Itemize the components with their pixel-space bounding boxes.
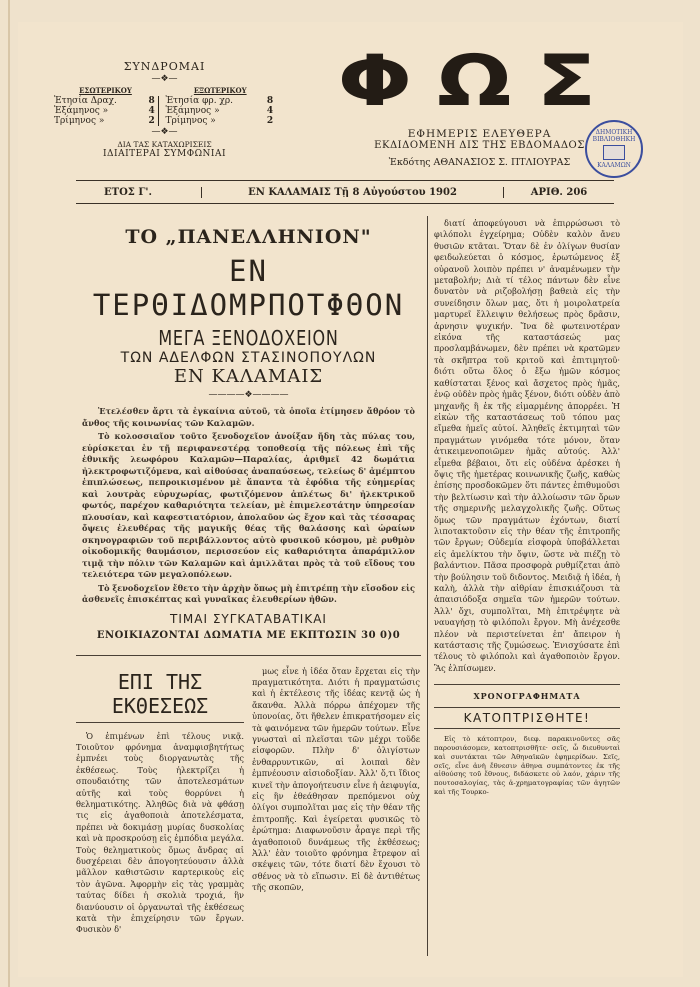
tagline-frequency: ΕΚΔΙΔΟΜΕΝΗ ΔΙΣ ΤΗΣ ΕΒΔΟΜΑΔΟΣ — [374, 140, 585, 151]
year: ΕΤΟΣ Γ'. — [104, 186, 152, 198]
rate-value: 4 — [266, 106, 274, 116]
newspaper-title — [297, 40, 662, 122]
ads-note: ΔΙΑ ΤΑΣ ΚΑΤΑΧΩΡΙΣΕΙΣ — [117, 140, 212, 149]
library-stamp — [585, 120, 643, 178]
subscriptions-title: ΣΥΝΔΡΟΜΑΙ — [123, 60, 206, 73]
advert-paragraph: Ἐτελέσθεν ἄρτι τὰ ἐγκαίνια αὐτοῦ, τὰ ὁποῖα ἐτίμησεν ἄθρόον τὸ ἄνθος τῆς κοινωνίας τῶν Καλαμῶν. — [82, 406, 415, 428]
subscription-table — [52, 86, 277, 126]
divider — [76, 655, 421, 656]
rate-label: Ἐτησία Δραχ. — [54, 96, 117, 106]
article-text: μως εἶνε ἡ ἰδέα ὅταν ἔρχεται εἰς τὴν πραγματικότητα. Διότι ἡ πραγματώσις καὶ ἡ ἐκτέλεσις τῆς ἰδέας κεντᾷ ὡς ἡ ἄκανθα. Ἀλλὰ πόρρω ἀπέχομεν τῆς ὑπονοίας, ὅτι ἤθελεν ἐπικρατήσομεν εἰς τὰ φαινόμενα τῶν ἡμερῶν τούτων. Εἶνε γνωσταὶ αἱ πλεῖσται τῶν μέχρι τοῦδε εἰσφορῶν. Πλὴν δ' ὀλιγίστων ἐνθαρρυντικῶν, αἱ λοιπαὶ δὲν ἐμπνέουσιν αἰσιοδοξίαν. Ἀλλ' ὅ,τι ἴδιος κινεῖ τὴν ἀπογοήτευσιν εἶνε ἡ ἀειφυγία, εἰς ἣν ἐθεάθησαν πρεπόμενοι οὐχ ὀλίγοι συμπολῖται μας εἰς τὴν θέαν τῆς ἐπιτροπῆς. Καὶ ἐγείρεται φυσικῶς τὸ ἐρώτημα: Διαφωνοῦσιν ἆραγε περὶ τῆς ἀγαθοποιοῦ δυνάμεως τῆς ἐκθέσεως; Ἀλλ' ἐὰν τοιοῦτο φρόνημα ἔτρεφον αἱ σκέψεις τῶν, τότε διατί δὲν ἔχουσι τὸ σθένος νὰ τὸ εἴπωσιν. Εἰ δὲ ἀντιθέτως τῆς σκοπῶν, — [252, 665, 420, 893]
advert-paragraph: Τὸ ξενοδοχεῖον ἔθετο τὴν ἀρχὴν ὅπως μὴ ἐπιτρέπῃ τὴν εἴσοδον εἰς ἀσθενεῖς ἐπισκέπτας καὶ γυναῖκας ἐλευθερίων ἠθῶν. — [82, 582, 415, 604]
rate-value: 2 — [148, 116, 155, 126]
stamp-text-top: ΔΗΜΟΤΙΚΗ ΒΙΒΛΙΟΘΗΚΗ — [592, 129, 636, 143]
column-rule — [427, 216, 428, 956]
hotel-city: ΕΝ ΚΑΛΑΜΑΙΣ — [173, 366, 324, 387]
hotel-owners: ΤΩΝ ΑΔΕΛΦΩΝ ΣΤΑΣΙΝΟΠΟΥΛΩΝ — [120, 350, 377, 366]
rate-label: Ἑξάμηνος » — [54, 106, 109, 116]
ads-note-terms: ΙΔΙΑΙΤΕΡΑΙ ΣΥΜΦΩΝΙΑΙ — [102, 149, 227, 159]
sidebar-text: Εἰς τὸ κάτοπτρον, διεφ. παρακινοῦντες σᾶς παρουσιάσομεν, κατοπτρισθῆτε· σεῖς, ὦ διευθυνταὶ καὶ συντάκται τῶν Ἀθηναϊκῶν ἐφημερίδων. Σεῖς, σεῖς, εἶνε ἀνὴ ἔθνεσιν ἀθηνα συμπάτοντες ἐκ τῆς αἰθούσης τοῦ ἔθνους, διδάσκετε οὐ λαόν, χάριν τῆς πουτοσαλογίας, τὰς ἀ-χρηματογραφίας τῶν ἀγητῶν καὶ τῆς Τουρκο- — [434, 735, 620, 797]
section-label: ΧΡΟΝΟΓΡΑΦΗΜΑΤΑ — [434, 684, 620, 701]
table-row — [52, 106, 277, 116]
article-text: Ὁ ἐπιμένων ἐπὶ τέλους νικᾷ. Τοιοῦτον φρόνημα ἀναμφισβητήτως ἐμπνέει τοὺς διοργανωτὰς τῆς ἐκθέσεως. Τοὺς ἠλεκτρίζει ἡ σπουδαιότης τῶν ἀποτελεσμάτων αὐτῆς καὶ τοὺς θορρύνει ἡ θεληματικότης. Ἀληθῶς διὰ νὰ φθάσῃ τις εἰς ἀγαθοποιὰ ἀποτελέσματα, πρέπει νὰ δοκιμάσῃ μυρίας δυσκολίας καὶ νὰ προσκρούσῃ εἰς ἐμπόδια μεγάλα. Τοὺς θεληματικοὺς ὅμως ἄνδρας αἱ δυσχέρειαι δὲν ἀπογοητεύουσιν ἀλλὰ μᾶλλον καθιστῶσιν καρτερικοὺς εἰς τὸν ἀγῶνα. Ἀφορμὴν εἰς τὰς γραμμὰς ταύτας δίδει ἡ σκολιὰ τροχιά, ἣν διανύουσιν οἱ ὀργανωταὶ τῆς ἐκθέσεως κατὰ τὴν ἐπιχείρησιν τῶν ἔργων. Φυσικὸν δ' — [76, 730, 244, 935]
rate-value: 2 — [266, 116, 274, 126]
tagline: ΕΦΗΜΕΡΙΣ ΕΛΕΥΘΕΡΑ — [407, 128, 552, 140]
sheet-edge — [8, 0, 10, 987]
interior-header: ΕΣΩΤΕΡΙΚΟΥ — [79, 86, 132, 95]
stamp-text-bottom: ΚΑΛΑΜΩΝ — [597, 162, 631, 169]
rate-value: 4 — [148, 106, 155, 116]
advert-paragraph: Τὸ κολοσσιαῖον τοῦτο ξενοδοχεῖον ἀνοίξαν ἤδη τὰς πύλας του, εὑρίσκεται ἐν τῇ περιφανεστέρᾳ τοποθεσίᾳ τῆς πόλεως ἐπὶ τῆς ἐθνικῆς λεωφόρου Καλαμῶν—Παραλίας, ἀριθμεῖ 42 δωμάτια ἠλεκτροφωτιζόμενα, καὶ αἰθούσας ἀναπαύσεως, τελείως δ' ἀμέμπτου ἐπιπλώσεως, πεπροικισμένον μὲ ἅπαντα τὰ ἐφόδια τῆς εὐημερίας καὶ λουτρὰς εὐρυχωρίας, φωτιζόμενον ἀπλέτως δι' ἠλεκτρικοῦ φωτός, παρέχον καθαριότητα τελείαν, μὲ ἐπιμελεστάτην ὑπηρεσίαν πλουσίαν, καὶ καφεστιατόριον, ἀπολαῦον ὡς ἔχον καὶ τὰς τέσσαρας ὄψεις ἐλευθέρας τῆς μαγικῆς θέας τῆς θαλάσσης καὶ ὡραίων σκηνογραφιῶν τοῦ περιβάλλοντος αὐτὸ φυσικοῦ κόσμου, μὲ ρυθμὸν οἰκοδομικῆς θαυμάσιον, περισσεύον εἰς καθαριότητα ἀπαράμιλλον τιμᾷ τὴν πόλιν τῶν Καλαμῶν καὶ ἁμιλλᾶται πρὸς τὰ τοῦ εἴδους του τελειότερα τῶν μεγαλοπόλεων. — [82, 431, 415, 579]
rate-value: 8 — [266, 96, 274, 106]
ornament-icon: —❖— — [151, 127, 178, 137]
rate-label: Τρίμηνος » — [54, 116, 105, 126]
table-row — [52, 116, 277, 126]
article-text: διατί ἀποφεύγουσι νὰ ἐπιρρώσωσι τὸ φιλόπολι ἐγχείρημα; Οὐδὲν καλὸν ἄνευ θυσιῶν κτᾶται. Ὅταν δὲ ἐν ὀλίγων θυσίαν φειδωλεύεται ὁ κόσμος, ἐρωτώμενος ἐξ οὐρανοῦ λοιπὸν πρέπει ν' ἀναμένωμεν τὴν μεταβολήν; Διὰ τί τέλος πάντων δὲν εἶνε δυνατὸν νὰ ριζοβολήσῃ βαθειὰ εἰς τὴν συνείδησιν ὅλων μας, ὅτι ἡ μοιρολατρεία μαρτυρεῖ ἔλλειψιν θελήσεως πρὸς δρᾶσιν, ἀρνησιν ψυχικήν. Ἵνα δὲ φωτεινοτέραν εἰκόνα τῆς καταστάσεώς μας προσλαμβάνωμεν, δὲν πρέπει νὰ κρατῶμεν τὰ σκῆπτρα τοῦ κριτοῦ καὶ ἐπιτιμητοῦ· διότι οὕτω ὅλος ὁ ἔξω ἡμῶν κόσμος καθίσταται ξένος καὶ ἄσχετος πρὸς ἡμᾶς, ἐνῷ οὐδὲν πρὸς ἡμᾶς ξένον, διότι οὐδὲν ἀπὸ μηχανῆς ἢ ἐκ τῆς εἱμαρμένης ἀπορρέει. Ἡ εἰκὼν τῆς καταστάσεως τοῦ τόπου μας εἴμεθα ἡμεῖς αὐτοί. Ἀληθεῖς ἐκτιμηταὶ τῶν πραγμάτων γινόμεθα τότε μόνον, ὅταν ἀτικειμενοποιῶμεν ἡμᾶς αὐτούς. Ἀλλ' εἶμεθα βέβαιοι, ὅτι εἰς οὐδένα ἀρέσκει ἡ ὄψις τῆς ἡμετέρας κοινωνικῆς ζωῆς, καθὼς ἐπίσης προσδοκῶμεν ὅτι πάντες ἐπιθυμοῦσι τὴν βελτίωσιν καὶ τὴν ἀλλοίωσιν τῶν ὅρων τῆς σημερινῆς μελαγχολικῆς ζωῆς. Οὕτως ὅμως τῶν πραγμάτων ἐχόντων, διατί λιποτακτοῦσιν εἰς τὴν θέαν τῆς ἐπιτροπῆς τῶν ἔργων; Οὐδεμία εἰσφορὰ ὑποβάλλεται εἰς ἀμελίκτου τὴν ὄψιν, ὥστε νὰ πιέζῃ τὸ βαλάντιον. Πᾶσα προσφορὰ ρυθμίζεται ἀπὸ τὴν βούλησιν τοῦ διδοντος. Μειδιᾷ ἡ ἰδέα, ἡ καλὴ, ἀλλὰ τὴν αἰθρίαν ἐπισκιάζουσι τὰ ἀπαισιόδοξα σημεῖα τῶν ἡμερῶν τούτων. Ἀλλ' ὄχι, συμπολῖται, Μὴ ἐπιτρέψητε νὰ ναυαγήσῃ τὸ φιλόπολι ἔργον. Μὴ ἀνέχεσθε πλέον νὰ περιστείνεται ἐπ' ἄπειρον ἡ κατάστασις τῆς ζυμώσεως. Ἐνισχύσατε ἐπὶ τέλους τὸ φιλόπολι καὶ ἀγαθοποιὸν ἔργον. Ἂς ἐλπίσωμεν. — [434, 218, 620, 673]
ornament-rule-icon: ————❖———— — [208, 390, 289, 400]
masthead — [52, 40, 652, 179]
rate-label: Ἑξάμηνος » — [165, 106, 220, 116]
place-date: ΕΝ ΚΑΛΑΜΑΙΣ Τῇ 8 Αὐγούστου 1902 — [201, 187, 504, 198]
article-title: ΕΠΙ ΤΗΣ ΕΚΘΕΣΕΩΣ — [76, 670, 244, 723]
right-column — [434, 218, 620, 797]
hotel-slogan: ΕΝ ΤΕΡΘΙΔΟΜΡΠΟΤΦΘΟΝ — [92, 254, 405, 322]
table-row — [52, 96, 277, 106]
book-icon — [603, 145, 625, 160]
article-column-2 — [252, 666, 420, 936]
rooms-note: ΕΝΟΙΚΙΑΖΟΝΤΑΙ ΔΩΜΑΤΙΑ ΜΕ ΕΚΠΤΩΣΙΝ 30 0)0 — [96, 629, 401, 641]
rate-label: Ἐτησία φρ. χρ. — [165, 96, 234, 106]
hotel-heading: ΜΕΓΑ ΞΕΝΟΔΟΧΕΙΟΝ — [158, 326, 339, 350]
ornament-icon: —❖— — [151, 74, 178, 84]
title-text: ΦΩΣ — [337, 40, 622, 122]
sidebar-heading: ΚΑΤΟΠΤΡΙΣΘΗΤΕ! — [434, 707, 620, 729]
article-column-1 — [76, 666, 244, 936]
hotel-name: ΤΟ „ΠΑΝΕΛΛΗΝΙΟΝ" — [125, 226, 372, 248]
publisher: Ἐκδότης ΑΘΑΝΑΣΙΟΣ Σ. ΠΤΛΙΟΥΡΑΣ — [388, 157, 571, 168]
dateline — [76, 180, 614, 204]
prices-note: ΤΙΜΑΙ ΣΥΓΚΑΤΑΒΑΤΙΚΑΙ — [170, 611, 327, 626]
exterior-header: ΕΞΩΤΕΡΙΚΟΥ — [193, 86, 247, 95]
issue-number: ΑΡΙΘ. 206 — [530, 186, 588, 198]
rate-label: Τρίμηνος » — [165, 116, 216, 126]
subscription-box — [52, 60, 277, 159]
article — [76, 666, 421, 936]
left-column — [76, 218, 421, 936]
rate-value: 8 — [148, 96, 155, 106]
